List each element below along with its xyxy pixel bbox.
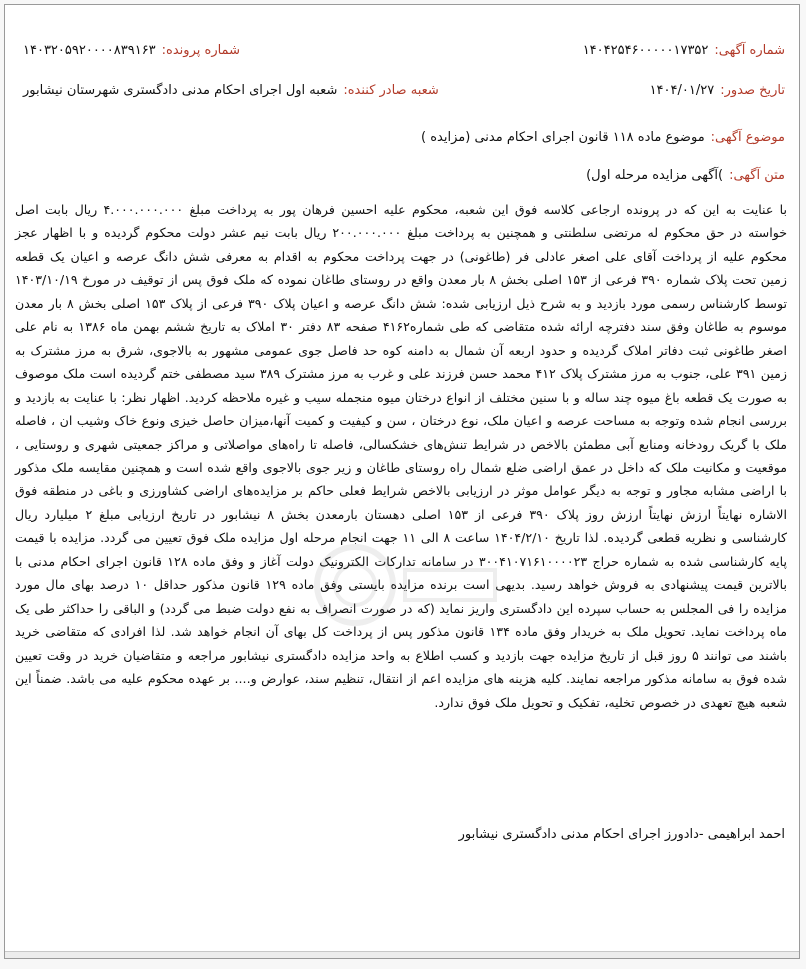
- notice-number-label: شماره آگهی:: [714, 43, 785, 58]
- signature-line: احمد ابراهیمی -دادورز اجرای احکام مدنی دادگستری نیشابور: [458, 827, 785, 842]
- subject-value: موضوع ماده ۱۱۸ قانون اجرای احکام مدنی (مزایده ): [421, 130, 705, 145]
- notice-number-value: ۱۴۰۴۲۵۴۶۰۰۰۰۰۱۷۳۵۲: [582, 43, 709, 58]
- issuing-branch-label: شعبه صادر کننده:: [343, 83, 439, 98]
- issuing-branch-field: [23, 83, 439, 98]
- page-bottom-edge: [5, 951, 799, 958]
- issue-date-label: تاریخ صدور:: [720, 83, 785, 98]
- text-label: متن آگهی:: [729, 168, 785, 183]
- issue-date-field: [650, 83, 785, 98]
- case-number-field: [23, 43, 240, 58]
- text-title: )آگهی مزایده مرحله اول): [586, 168, 724, 183]
- notice-document: [4, 4, 800, 959]
- header-row-date-branch: [23, 83, 785, 98]
- subject-row: [421, 130, 785, 145]
- issuing-branch-value: شعبه اول اجرای احکام مدنی دادگستری شهرستان نیشابور: [23, 83, 338, 98]
- issue-date-value: ۱۴۰۴/۰۱/۲۷: [649, 83, 715, 98]
- text-title-row: [586, 168, 785, 183]
- subject-label: موضوع آگهی:: [710, 130, 785, 145]
- notice-body: با عنایت به این که در پرونده ارجاعی کلاسه فوق این شعبه، محکوم علیه احسین فرهان پور به پرداخت مبلغ ۴.۰۰۰.۰۰۰.۰۰۰ ریال بابت اصل خواسته در حق محکوم له مرتضی سلطنتی و همچنین به پرداخت مبلغ ۲۰۰.۰۰۰.۰۰۰ ریال بابت نیم عشر دولت محکوم گردیده و با اظهار عجز محکوم علیه از پرداخت آقای علی اصغر عادلی فر (طاغونی) در جهت پرداخت محکوم به اقدام به معرفی شش دانگ عرصه و اعیان یک قطعه زمین تحت پلاک شماره ۳۹۰ فرعی از ۱۵۳ اصلی بخش ۸ بار معدن واقع در روستای طاغان نموده که ملک فوق پس از توقیف در مورخ ۱۴۰۳/۱۰/۱۹ توسط کارشناس رسمی مورد بازدید و به شرح ذیل ارزیابی شده: شش دانگ عرصه و اعیان پلاک ۳۹۰ فرعی از پلاک ۱۵۳ اصلی بخش ۸ بار معدن موسوم به طاغان وفق سند دفترچه ارائه شده متقاضی که طی شماره۴۱۶۲ صفحه ۸۳ دفتر ۳۰ املاک به تاریخ ششم بهمن ماه ۱۳۸۶ به نام علی اصغر طاغونی ثبت دفاتر املاک گردیده و حدود اربعه آن شمال به دامنه کوه حد فاصل جوی عمومی مشهور به بالاجوی، شرق به مرز مشترک به زمین ۳۹۱ علی، جنوب به مرز مشترک پلاک ۴۱۲ محمد حسن فرزند علی و غرب به مرز مشترک ۳۸۹ سید مصطفی ختم گردیده است ملک موصوف به صورت یک قطعه باغ میوه چند ساله و با سنین مختلف از انواع درختان میوه منجمله سیب و غیره ملاحظه کردید. اظهار نظر: با عنایت به بازدید و بررسی انجام شده وتوجه به مساحت عرصه و اعیان ملک، نوع درختان ، سن و کیفیت و کمیت آنها،میزان حاصل خیزی ونوع خاک وشیب ان ، فاصله ملک با گریک رودخانه ومنابع آبی مطمئن بالاخص در شرایط تنش‌های خشکسالی، فاصله تا راه‌های مواصلاتی و مراکز جمعیتی شهری و روستایی ، موقعیت و مکانیت ملک که داخل در عمق اراضی ضلع شمال راه روستای طاغان و زیر جوی بالاجوی واقع شده است و همچنین مقایسه ملک مذکور با اراضی مشابه مجاور و توجه به دیگر عوامل موثر در ارزیابی بالاخص شرایط فعلی حاکم بر مزایده‌های اراضی کشاورزی و باغی در منطقه فوق الاشاره نهایتاً ارزش نهایتاً ارزش روز پلاک ۳۹۰ فرعی از ۱۵۳ اصلی دهستان بارمعدن بخش ۸ نیشابور در تاریخ ارزیابی مبلغ ۲ میلیارد ریال کارشناسی و نظریه قطعی گردیده. لذا تاریخ ۱۴۰۴/۲/۱۰ ساعت ۸ الی ۱۱ جهت انجام مرحله اول مزایده ملک فوق تعیین می گردد. مزایده با قیمت پایه کارشناسی شده به شماره حراج ۳۰۰۴۱۰۷۱۶۱۰۰۰۰۲۳ در سامانه تدارکات الکترونیک دولت آغاز و وفق ماده ۱۲۸ قانون اجرای احکام مدنی با بالاترین قیمت پیشنهادی به فروش خواهد رسید. بدیهی است برنده مزایده بایستی وفق ماده ۱۲۹ قانون مذکور حداقل ۱۰ درصد بهای مال مورد مزایده را فی المجلس به حساب سپرده این دادگستری واریز نماید (که در صورت انصراف به نفع دولت ضبط می گردد) و الباقی را حداکثر طی یک ماه پرداخت نماید. تحویل ملک به خریدار وفق ماده ۱۳۴ قانون مذکور پس از پرداخت کل بهای آن انجام خواهد شد. لذا افرادی که متقاضی خرید باشند می توانند ۵ روز قبل از تاریخ مزایده جهت بازدید و کسب اطلاع به واحد مزایده دادگستری نیشابور مراجعه و متقاضیان خرید در وقت تعیین شده فوق به سامانه مذکور مراجعه نمایند. کلیه هزینه های مزایده اعم از انتقال، تنظیم سند، عوارض و.... بر عهده محکوم علیه می باشد. ضمناً این شعبه هیچ تعهدی در خصوص تخلیه، تفکیک و تحویل ملک فوق ندارد.: [15, 202, 788, 710]
- header-row-numbers: [23, 43, 785, 58]
- subject-field: [421, 130, 785, 145]
- case-number-label: شماره پرونده:: [161, 43, 240, 58]
- text-title-field: [586, 168, 785, 183]
- notice-number-field: [583, 43, 785, 58]
- case-number-value: ۱۴۰۳۲۰۵۹۲۰۰۰۰۸۳۹۱۶۳: [23, 43, 156, 58]
